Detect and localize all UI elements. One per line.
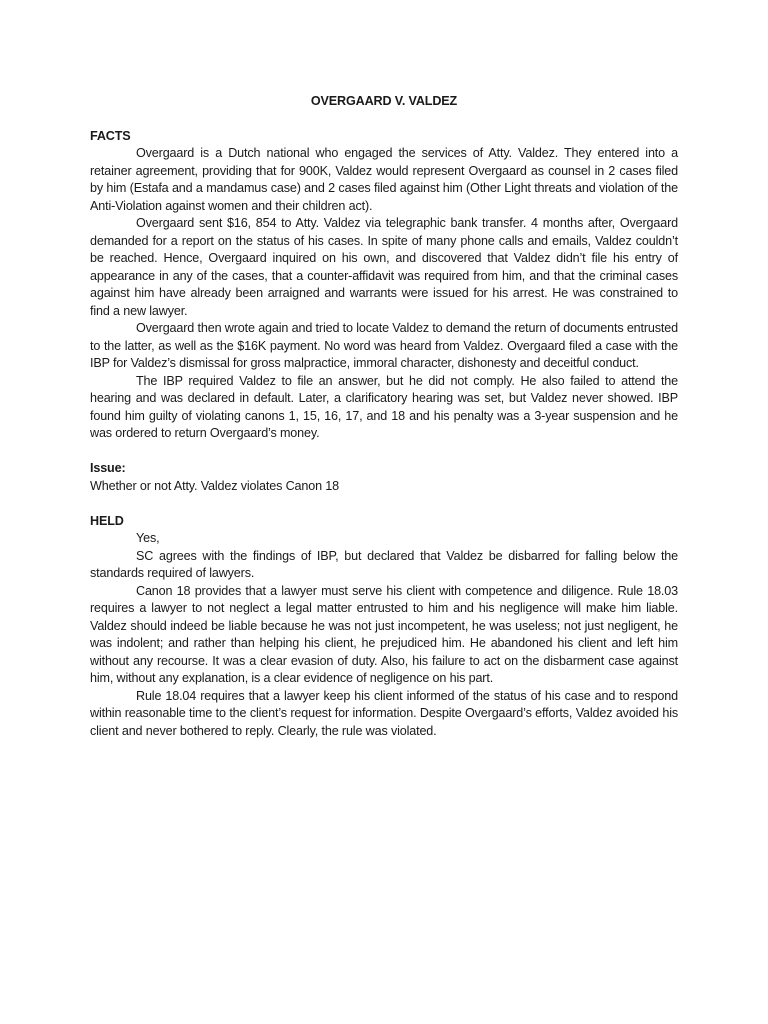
facts-heading: FACTS: [90, 128, 131, 143]
held-paragraph: SC agrees with the findings of IBP, but declared that Valdez be disbarred for falling below the standards required of lawyers.: [90, 548, 678, 580]
facts-paragraph: The IBP required Valdez to file an answer, but he did not comply. He also failed to attend the hearing and was declared in default. Later, a clarificatory hearing was set, but Valdez never showed. IBP found him guilty of violating canons 1, 15, 16, 17, and 18 and his penalty was a 3-year suspension and he was ordered to return Overgaard’s money.: [90, 373, 678, 440]
held-answer: Yes,: [136, 531, 160, 545]
held-paragraph: Rule 18.04 requires that a lawyer keep his client informed of the status of his case and to respond within reasonable time to the client’s request for information. Despite Overgaard’s efforts, Valdez avoided his client and never bothered to reply. Clearly, the rule was violated.: [90, 688, 678, 738]
spacer: [90, 495, 678, 513]
case-title: OVERGAARD V. VALDEZ: [310, 94, 458, 108]
spacer: [90, 443, 678, 461]
issue-heading: Issue:: [90, 461, 126, 475]
held-heading: HELD: [90, 513, 124, 528]
facts-paragraph: Overgaard is a Dutch national who engaged the services of Atty. Valdez. They entered into a retainer agreement, providing that for 900K, Valdez would represent Overgaard as counsel in 2 cases filed by him (Estafa and a mandamus case) and 2 cases filed against him (Other Light threats and violation of the Anti-Violation against women and their children act).: [90, 146, 678, 213]
document-page: [90, 93, 678, 740]
issue-text: Whether or not Atty. Valdez violates Canon 18: [90, 478, 339, 493]
facts-paragraph: Overgaard then wrote again and tried to locate Valdez to demand the return of documents entrusted to the latter, as well as the $16K payment. No word was heard from Valdez. Overgaard filed a case with the IBP for Valdez’s dismissal for gross malpractice, immoral character, dishonesty and deceitful conduct.: [90, 321, 678, 370]
facts-paragraph: Overgaard sent $16, 854 to Atty. Valdez via telegraphic bank transfer. 4 months after, Overgaard demanded for a report on the status of his cases. In spite of many phone calls and emails, Valdez couldn’t be reached. Hence, Overgaard inquired on his own, and discovered that Valdez didn’t file his entry of appearance in any of the cases, that a counter-affidavit was required from him, and that the criminal cases against him have already been arraigned and warrants were issued for his arrest. He was constrained to find a new lawyer.: [90, 216, 678, 318]
held-paragraph: Canon 18 provides that a lawyer must serve his client with competence and diligence. Rule 18.03 requires a lawyer to not neglect a legal matter entrusted to him and his negligence will make him liable. Valdez should indeed be liable because he was not just incompetent, he was useless; not just negligent, he was indolent; and rather than helping his client, he prejudiced him. He abandoned his client and left him without any recourse. It was a clear evasion of duty. Also, his failure to act on the disbarment case against him, without any explanation, is a clear evidence of negligence on his part.: [90, 583, 678, 685]
